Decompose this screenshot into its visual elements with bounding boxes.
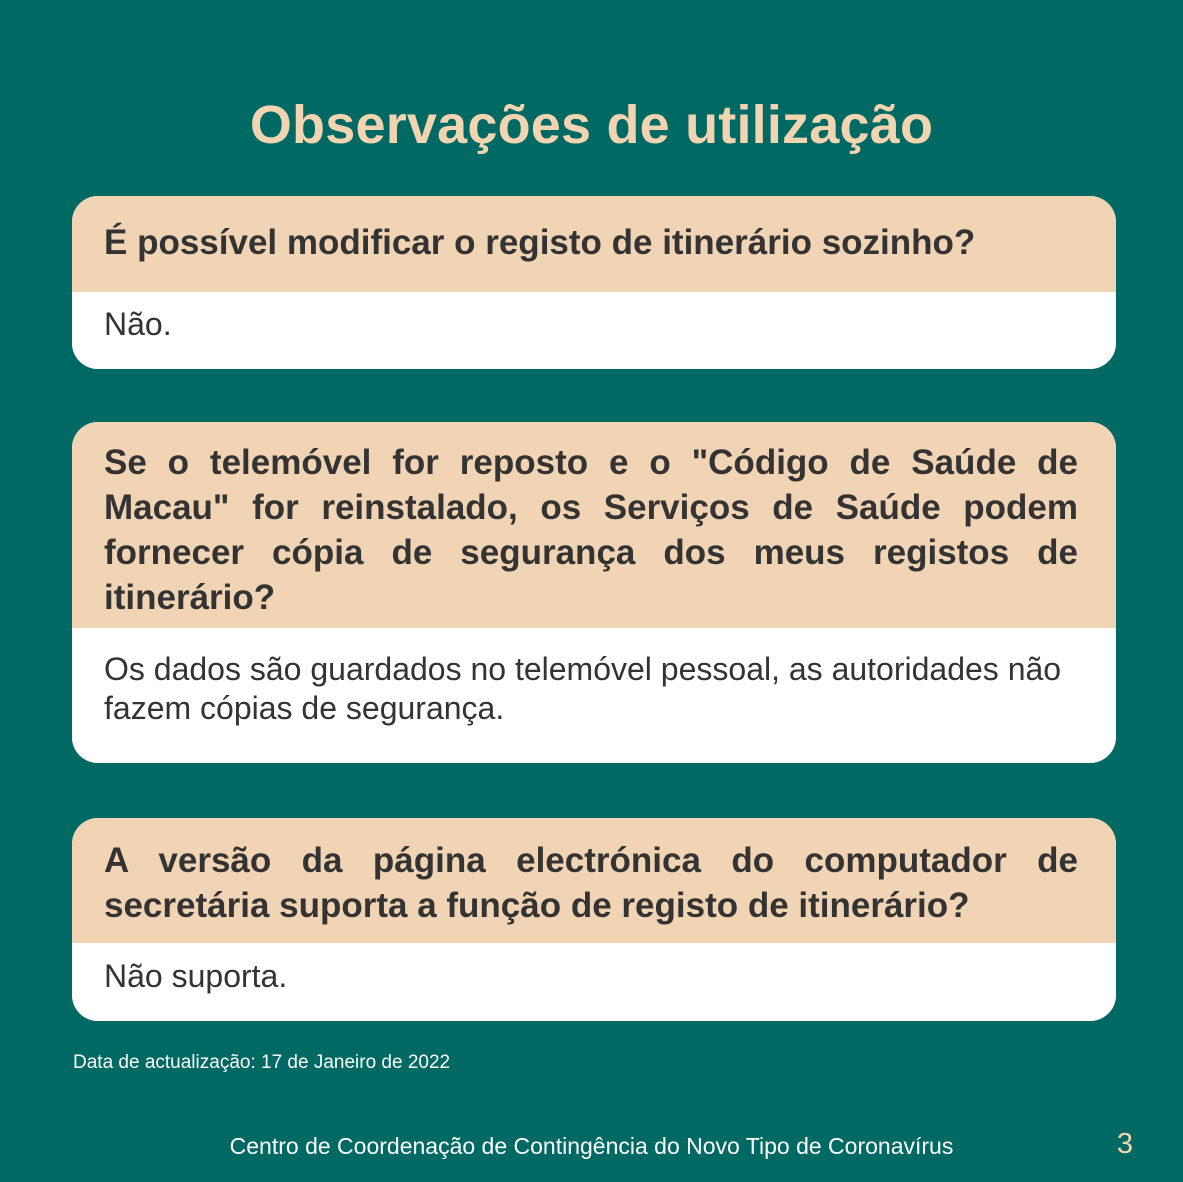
page-number: 3 — [1116, 1128, 1133, 1160]
faq-answer: Os dados são guardados no telemóvel pessoal, as autoridades não fazem cópias de segurança. — [72, 628, 1116, 763]
update-date: Data de actualização: 17 de Janeiro de 2022 — [73, 1052, 451, 1073]
faq-card-1 — [72, 196, 1116, 369]
faq-card-2 — [72, 422, 1116, 763]
faq-question: É possível modificar o registo de itinerário sozinho? — [72, 196, 1116, 292]
faq-card-3 — [72, 818, 1116, 1021]
page-title: Observações de utilização — [249, 95, 934, 155]
footer-organization: Centro de Coordenação de Contingência do Novo Tipo de Coronavírus — [229, 1133, 954, 1159]
faq-answer: Não. — [72, 292, 1116, 369]
faq-answer: Não suporta. — [72, 943, 1116, 1021]
faq-question: Se o telemóvel for reposto e o "Código de Saúde de Macau" for reinstalado, os Serviços de Saúde podem fornecer cópia de segurança dos meus registos de itinerário? — [72, 422, 1116, 628]
faq-question: A versão da página electrónica do computador de secretária suporta a função de registo de itinerário? — [72, 818, 1116, 943]
